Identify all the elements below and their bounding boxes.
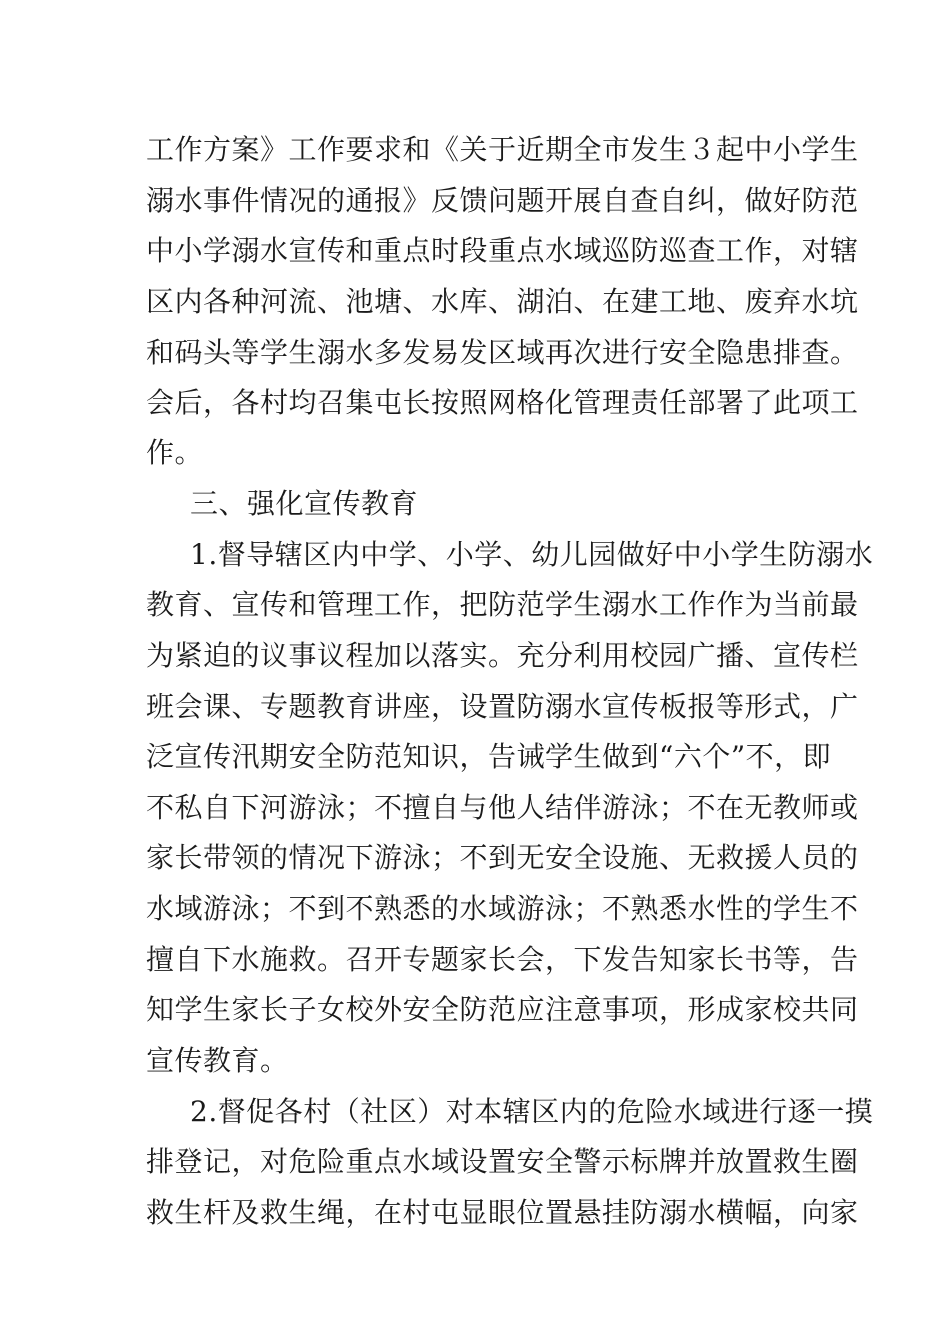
paragraph-line: 为紧迫的议事议程加以落实。充分利用校园广播、宣传栏 [146, 639, 859, 672]
paragraph-line: 不私自下河游泳；不擅自与他人结伴游泳；不在无教师或 [146, 791, 859, 824]
paragraph-line: 宣传教育。 [146, 1044, 289, 1077]
paragraph-line: 排登记，对危险重点水域设置安全警示标牌并放置救生圈 [146, 1145, 859, 1178]
paragraph-line: 中小学溺水宣传和重点时段重点水域巡防巡查工作，对辖 [146, 234, 859, 267]
paragraph-line: 泛宣传汛期安全防范知识，告诫学生做到“六个”不，即 [146, 740, 832, 773]
paragraph-line: 知学生家长子女校外安全防范应注意事项，形成家校共同 [146, 993, 859, 1026]
paragraph-line: 1.督导辖区内中学、小学、幼儿园做好中小学生防溺水 [190, 538, 874, 571]
paragraph-line: 区内各种河流、池塘、水库、湖泊、在建工地、废弃水坑 [146, 285, 859, 318]
paragraph-line: 班会课、专题教育讲座，设置防溺水宣传板报等形式，广 [146, 690, 859, 723]
paragraph-line: 救生杆及救生绳，在村屯显眼位置悬挂防溺水横幅，向家 [146, 1196, 859, 1229]
paragraph-line: 家长带领的情况下游泳；不到无安全设施、无救援人员的 [146, 841, 859, 874]
paragraph-line: 擅自下水施救。召开专题家长会，下发告知家长书等，告 [146, 943, 859, 976]
paragraph-line: 工作方案》工作要求和《关于近期全市发生３起中小学生 [146, 133, 859, 166]
paragraph-line: 教育、宣传和管理工作，把防范学生溺水工作作为当前最 [146, 588, 859, 621]
paragraph-line: 溺水事件情况的通报》反馈问题开展自查自纠，做好防范 [146, 184, 859, 217]
section-heading: 三、强化宣传教育 [190, 487, 419, 520]
paragraph-line: 和码头等学生溺水多发易发区域再次进行安全隐患排查。 [146, 336, 859, 369]
paragraph-line: 2.督促各村（社区）对本辖区内的危险水域进行逐一摸 [190, 1095, 874, 1128]
paragraph-line: 作。 [146, 436, 204, 469]
paragraph-line: 水域游泳；不到不熟悉的水域游泳；不熟悉水性的学生不 [146, 892, 859, 925]
paragraph-line: 会后，各村均召集屯长按照网格化管理责任部署了此项工 [146, 386, 859, 419]
